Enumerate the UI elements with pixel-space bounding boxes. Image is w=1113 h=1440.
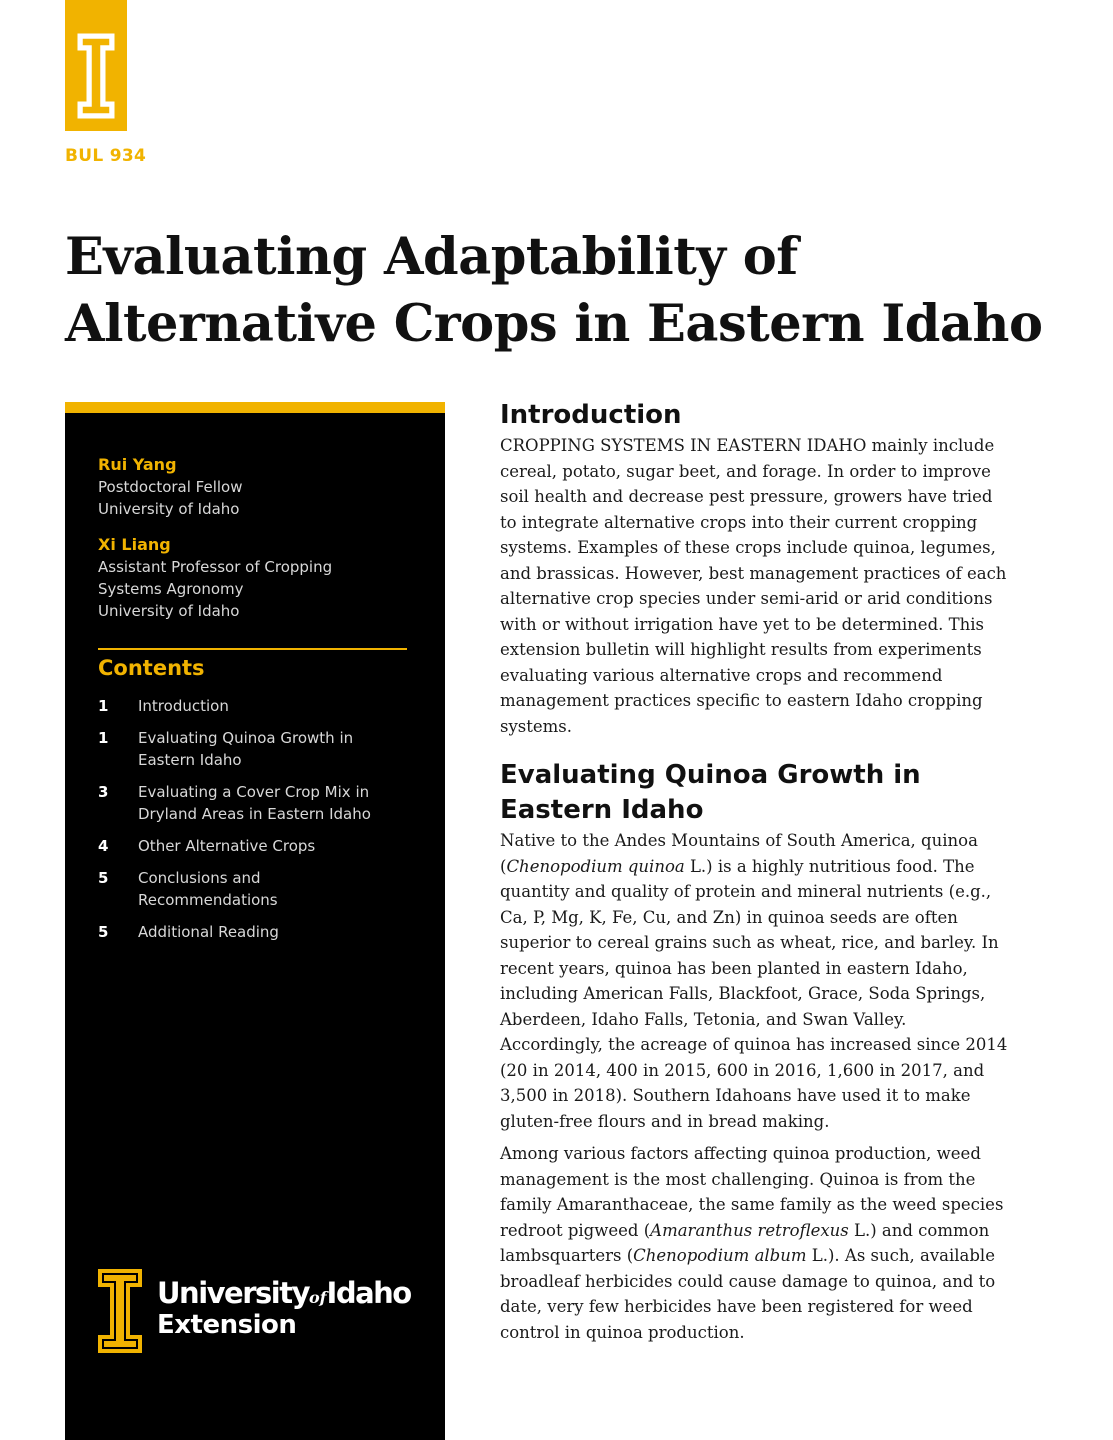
toc-title: Conclusions and Recommendations <box>138 869 278 909</box>
toc-page-number: 1 <box>98 729 109 747</box>
toc-item[interactable] <box>98 695 418 717</box>
author-list <box>98 454 418 636</box>
toc-item[interactable] <box>98 727 418 771</box>
logo-of: of <box>308 1288 327 1307</box>
text-run: L.) is a highly nutritious food. The quantity and quality of protein and mineral nutrients (e.g., Ca, P, Mg, K, Fe, Cu, and Zn) in quinoa seeds are often superior to cereal grains such as wheat, rice, and barley. In recent years, quinoa has been planted in eastern Idaho, including American Falls, Blackfoot, Grace, Soda Springs, Aberdeen, Idaho Falls, Tetonia, and Swan Valley. Accordingly, the acreage of quinoa has increased since 2014 (20 in 2014, 400 in 2015, 600 in 2016, 1,600 in 2017, and 3,500 in 2018). Southern Idahoans have used it to make gluten-free flours and in bread making. <box>500 856 1008 1131</box>
logo-wordmark <box>157 1278 411 1313</box>
toc-title: Evaluating a Cover Crop Mix in Dryland Areas in Eastern Idaho <box>138 783 371 823</box>
university-logo-tab <box>65 0 127 131</box>
table-of-contents <box>98 695 418 953</box>
text-run: Among various factors affecting quinoa production, weed management is the most challenging. Quinoa is from the family Amaranthaceae, the same family as the weed species redroot pigweed ( <box>500 1144 1004 1240</box>
author-title: Assistant Professor of Cropping <box>98 558 333 576</box>
toc-title: Additional Reading <box>138 923 279 941</box>
text-run: L.) and common lambsquarters ( <box>500 1220 990 1265</box>
toc-page-number: 5 <box>98 923 109 941</box>
logo-university: University <box>157 1276 309 1310</box>
toc-item[interactable] <box>98 781 418 825</box>
toc-page-number: 5 <box>98 869 109 887</box>
toc-item[interactable] <box>98 921 418 943</box>
block-i-icon <box>97 1268 143 1354</box>
bulletin-number: BUL 934 <box>65 146 147 166</box>
scientific-name: Chenopodium quinoa <box>506 856 685 876</box>
contents-divider <box>98 648 407 650</box>
author <box>98 454 418 520</box>
quinoa-heading: Evaluating Quinoa Growth in Eastern Idaho <box>500 760 921 825</box>
toc-item[interactable] <box>98 867 418 911</box>
author-title: Systems Agronomy <box>98 580 244 598</box>
scientific-name: Amaranthus retroflexus <box>650 1220 849 1240</box>
logo-idaho: Idaho <box>326 1276 411 1310</box>
author-affiliation: University of Idaho <box>98 602 240 620</box>
logo-extension: Extension <box>157 1310 297 1340</box>
author-name: Rui Yang <box>98 455 177 474</box>
toc-page-number: 1 <box>98 697 109 715</box>
intro-paragraph: CROPPING SYSTEMS IN EASTERN IDAHO mainly include cereal, potato, sugar beet, and forage. In order to improve soil health and decrease pest pressure, growers have tried to integrate alternative crops into their current cropping systems. Examples of these crops include quinoa, legumes, and brassicas. However, best management practices of each alternative crop species under semi-arid or arid conditions with or without irrigation have yet to be determined. This extension bulletin will highlight results from experiments evaluating various alternative crops and recommend management practices specific to eastern Idaho cropping systems. <box>500 436 1007 736</box>
author-affiliation: University of Idaho <box>98 500 240 518</box>
quinoa-paragraph-1 <box>500 828 1010 1134</box>
toc-title: Evaluating Quinoa Growth in Eastern Idaho <box>138 729 354 769</box>
main-column <box>500 398 1010 1345</box>
contents-heading: Contents <box>98 656 205 680</box>
text-run: L.). As such, available broadleaf herbicides could cause damage to quinoa, and to date, very few herbicides have been registered for weed control in quinoa production. <box>500 1246 996 1342</box>
toc-title: Introduction <box>138 697 229 715</box>
toc-page-number: 3 <box>98 783 109 801</box>
intro-heading: Introduction <box>500 400 682 430</box>
toc-title: Other Alternative Crops <box>138 837 316 855</box>
author-name: Xi Liang <box>98 535 171 554</box>
toc-page-number: 4 <box>98 837 109 855</box>
author-title: Postdoctoral Fellow <box>98 478 243 496</box>
university-of-idaho-extension-logo <box>97 1268 427 1358</box>
block-i-icon <box>77 33 115 119</box>
text-run: Native to the Andes Mountains of South America, quinoa ( <box>500 831 978 876</box>
page-title: Evaluating Adaptability of Alternative Crops in Eastern Idaho <box>65 227 1043 354</box>
quinoa-paragraph-2 <box>500 1141 1010 1345</box>
sidebar <box>65 402 445 1440</box>
toc-item[interactable] <box>98 835 418 857</box>
author <box>98 534 418 622</box>
scientific-name: Chenopodium album <box>633 1246 807 1265</box>
